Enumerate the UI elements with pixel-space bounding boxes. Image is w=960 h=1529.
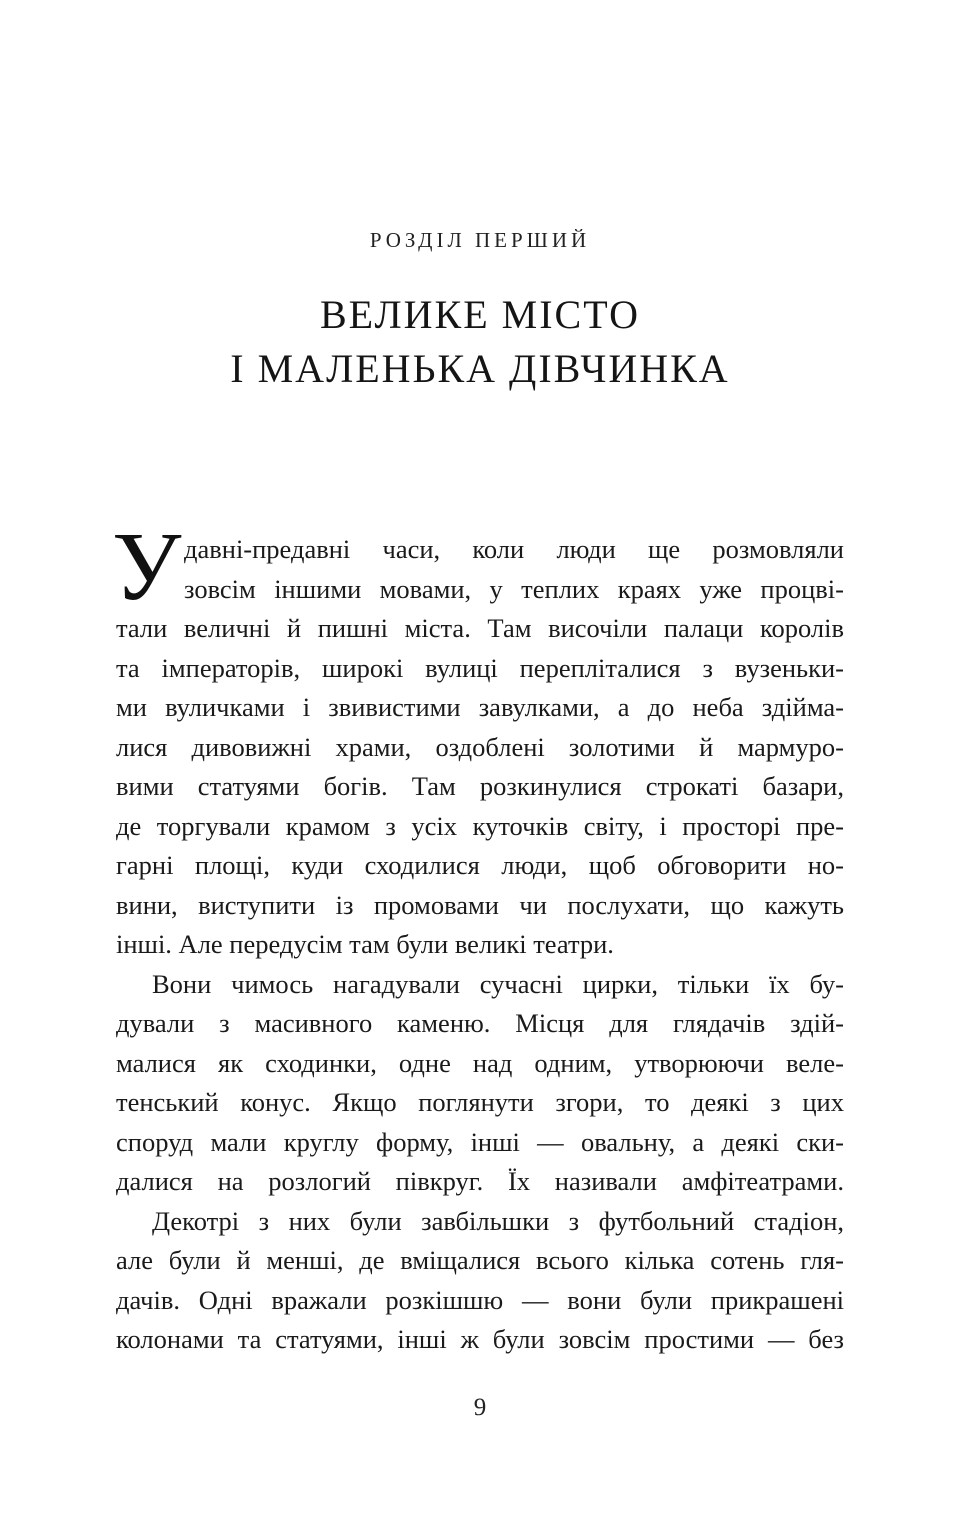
text-line: зовсім іншими мовами, у теплих краях уже процві- [184,573,844,604]
text-line: тенський конус. Якщо поглянути згори, то деякі з цих [116,1087,844,1117]
text-line: де торгували крамом з усіх куточків світу, і просторі пре- [116,810,844,841]
text-line: Декотрі з них були завбільшки з футбольний стадіон, [152,1205,844,1236]
chapter-label: РОЗДІЛ ПЕРШИЙ [369,228,591,252]
body-text [112,513,844,1360]
text-line: але були й менші, де вміщалися всього кілька сотень гля- [116,1245,844,1275]
text-line: дували з масивного каменю. Місця для глядачів здій- [116,1008,844,1038]
page-number: 9 [473,1394,487,1421]
paragraph-3 [116,1202,844,1360]
text-line: давні-предавні часи, коли люди ще розмовляли [184,534,844,564]
text-line: колонами та статуями, інші ж були зовсім простими — без [116,1324,844,1354]
chapter-title-line-1: ВЕЛИКЕ МІСТО [319,292,641,337]
text-line: інші. Але передусім там були великі театри. [116,929,614,959]
text-line: вими статуями богів. Там розкинулися строкаті базари, [116,771,844,801]
text-line: малися як сходинки, одне над одним, утворюючи веле- [116,1047,844,1078]
text-line: гарні площі, куди сходилися люди, щоб обговорити но- [116,850,844,880]
paragraph-1 [116,530,844,965]
text-line: тали величні й пишні міста. Там височіли палаци королів [116,613,844,643]
text-line: дачів. Одні вражали розкішшю — вони були прикрашені [116,1284,844,1315]
chapter-title [0,288,960,396]
text-line: лися дивовижні храми, оздоблені золотими й мармуро- [116,731,844,762]
drop-cap: У [112,513,182,621]
text-line: далися на розлогий півкруг. Їх називали амфітеатрами. [116,1166,844,1196]
text-line: Вони чимось нагадували сучасні цирки, тільки їх бу- [152,968,844,999]
chapter-title-line-2: І МАЛЕНЬКА ДІВЧИНКА [230,346,730,391]
paragraph-2 [116,965,844,1202]
text-line: та імператорів, широкі вулиці перепліталися з вузеньки- [116,652,844,683]
text-line: споруд мали круглу форму, інші — овальну, а деякі ски- [116,1126,844,1157]
text-line: ми вуличками і звивистими завулками, а до неба здійма- [116,692,844,722]
text-line: вини, виступити із промовами чи послухати, що кажуть [116,889,844,920]
